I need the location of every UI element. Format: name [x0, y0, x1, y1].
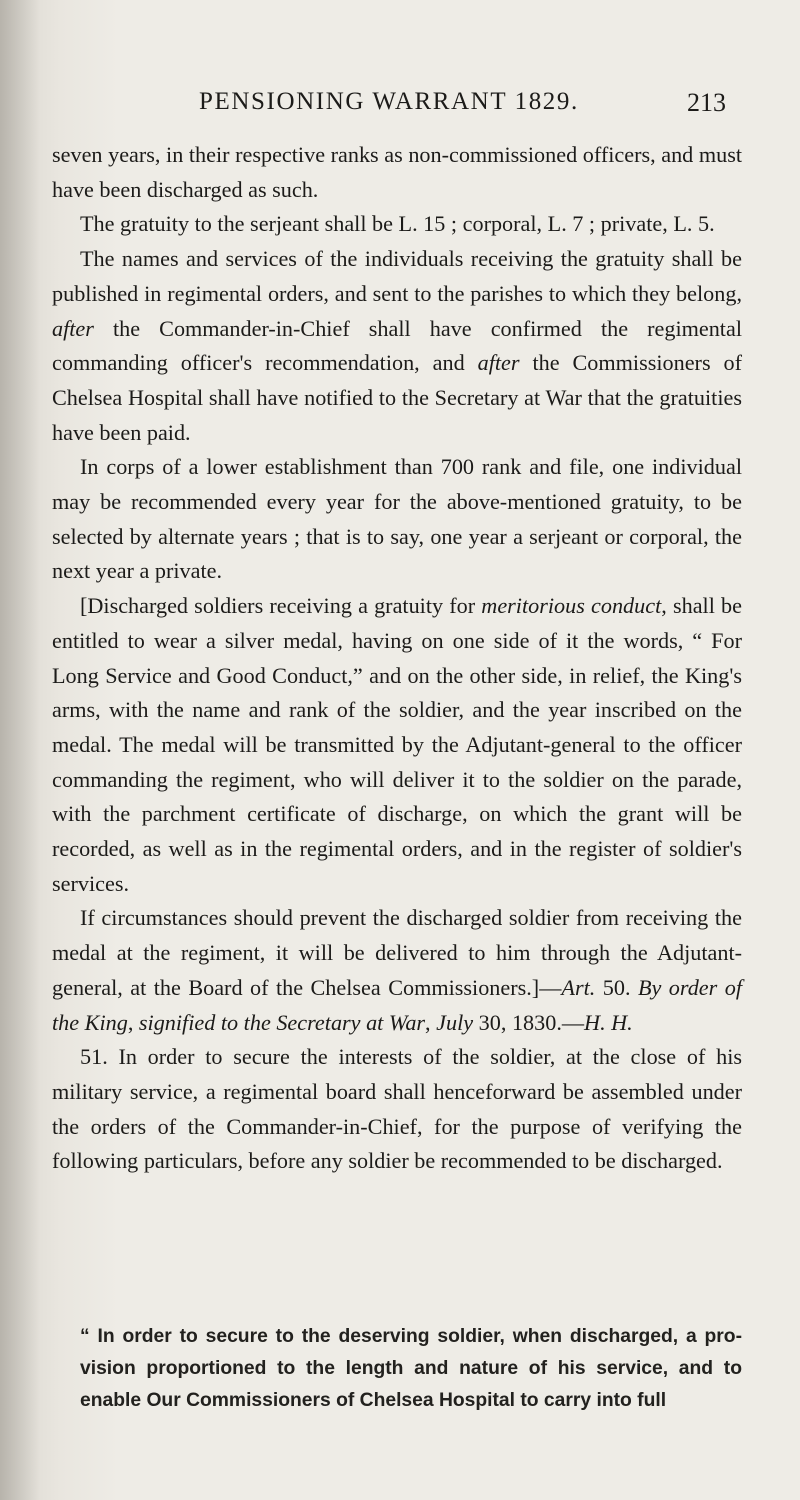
text-run: seven years, in their respective ranks as non-commissioned officers, and must have been discharged as such. [52, 142, 742, 202]
italic-text: By order of the King [52, 974, 743, 1035]
text-run: The names and services of the individuals receiving the gratuity shall be published in regimental orders, and sent to the parishes to which they belong, [52, 246, 742, 306]
text-run: [Discharged soldiers receiving a gratuity for [80, 593, 482, 619]
paragraph-p5 [52, 589, 742, 901]
paragraph-p6 [52, 901, 742, 1040]
paragraph-p4 [52, 450, 742, 589]
italic-text: Art. [561, 974, 596, 1000]
paragraph-p7 [52, 1040, 742, 1179]
italic-text: July [436, 1009, 474, 1035]
italic-text: after [477, 350, 520, 376]
paragraph-p1 [52, 138, 742, 207]
running-head-title: PENSIONING WARRANT 1829. [199, 88, 579, 115]
italic-text: meritorious conduct [481, 593, 662, 619]
text-run: If circumstances should prevent the discharged soldier from receiving the medal at the regiment, it will be delivered to him through the Adjutant-general, at the Board of the Chelsea Commissioners.]— [52, 905, 742, 1000]
italic-text: after [52, 315, 94, 341]
text-run: , [127, 1009, 139, 1035]
italic-text: H. H. [584, 1009, 633, 1035]
page-number: 213 [687, 88, 726, 117]
body-text [52, 138, 742, 1179]
block-quotation [80, 1321, 742, 1417]
paragraph-p3 [52, 242, 742, 450]
text-run: 51. In order to secure the interests of the soldier, at the close of his military service, a regimental board shall henceforward be assembled under the orders of the Commander-in-Chief, for the purpose of verifying the following particulars, before any soldier be recommended to be discharged. [52, 1044, 742, 1174]
text-run: In corps of a lower establishment than 700 rank and file, one individual may be recommended every year for the above-mentioned gratuity, to be selected by alternate years ; that is to say, one year a serjeant or corporal, the next year a private. [52, 454, 742, 584]
text-run: The gratuity to the serjeant shall be L. 15 ; corporal, L. 7 ; private, L. 5. [80, 211, 715, 237]
text-run: the Commissioners of Chelsea Hospital shall have notified to the Secretary at War that the gratuities have been paid. [52, 350, 742, 445]
paragraph-p2 [52, 207, 742, 242]
spine-shadow [0, 0, 40, 1500]
quotation-text: “ In order to secure to the deserving soldier, when discharged, a provision proportioned to the length and nature of his service, and to enable Our Commissioners of Chelsea Hospital to carry into full [80, 1326, 742, 1411]
text-run: the Commander-in-Chief shall have confirmed the regimental commanding officer's recommendation, and [52, 315, 742, 376]
running-head [0, 88, 800, 128]
text-run: 30, 1830.— [473, 1009, 585, 1035]
text-run: 50. [595, 974, 638, 1000]
text-run: , [425, 1009, 437, 1035]
italic-text: signified to the Secretary at War [138, 1009, 426, 1035]
text-run: , shall be entitled to wear a silver medal, having on one side of it the words, “ For Long Service and Good Conduct,” and on the other side, in relief, the King's arms, with the name and rank of the soldier, and the year inscribed on the medal. The medal will be transmitted by the Adjutant-general to the officer commanding the regiment, who will deliver it to the soldier on the parade, with the parchment certificate of discharge, on which the grant will be recorded, as well as in the regimental orders, and in the register of soldier's services. [52, 593, 742, 896]
